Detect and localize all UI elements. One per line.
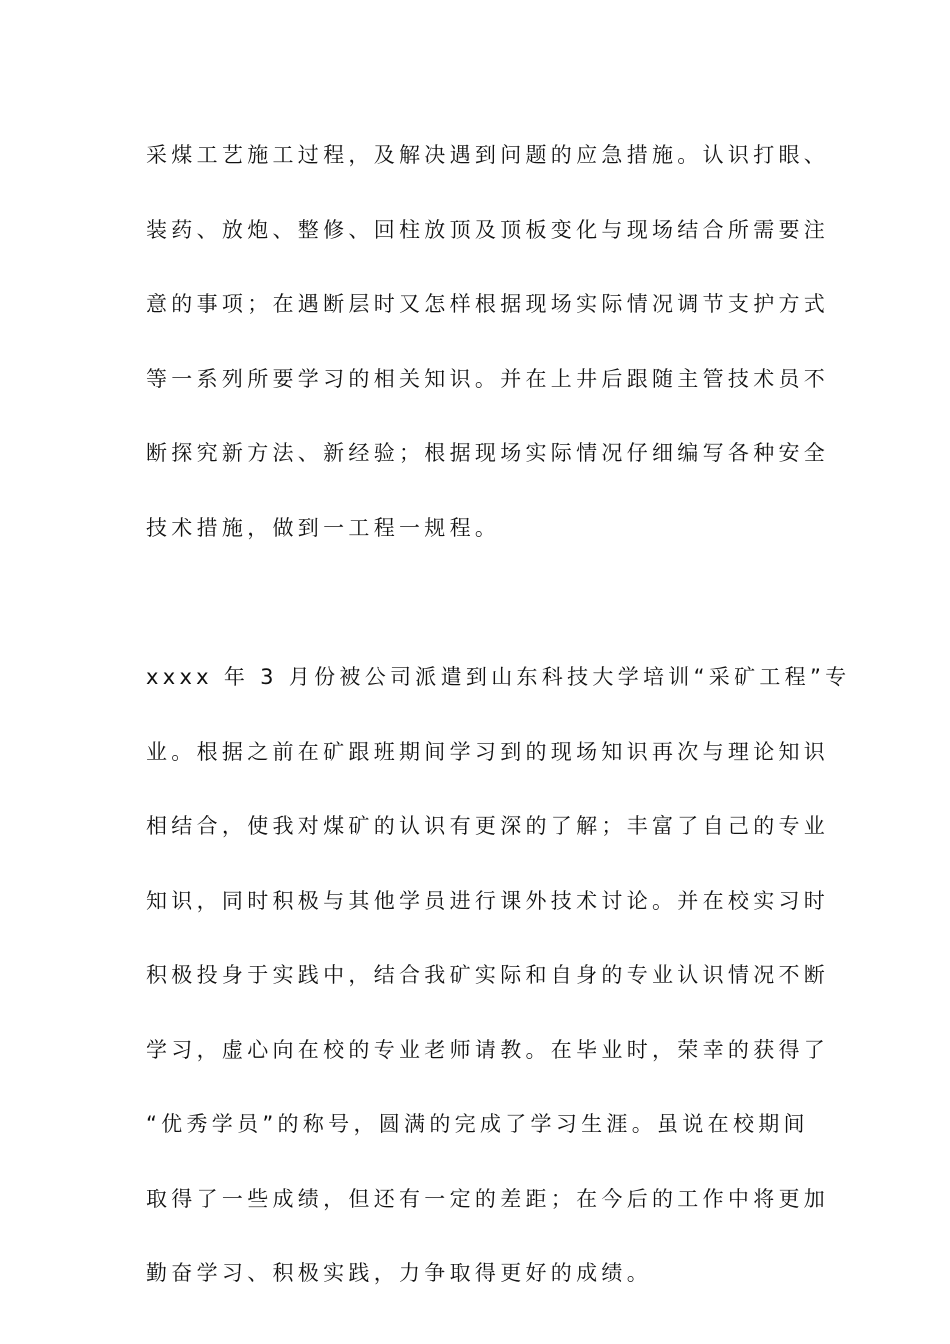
paragraph-1 [146,118,830,565]
paragraph-line: 学习，虚心向在校的专业老师请教。在毕业时，荣幸的获得了 [146,1037,830,1062]
paragraph-line: 相结合，使我对煤矿的认识有更深的了解；丰富了自己的专业 [146,814,830,838]
paragraph-line: 断探究新方法、新经验；根据现场实际情况仔细编写各种安全 [146,441,830,465]
paragraph-line: 等一系列所要学习的相关知识。并在上井后跟随主管技术员不 [146,366,830,391]
paragraph-line: 装药、放炮、整修、回柱放顶及顶板变化与现场结合所需要注 [146,217,830,242]
paragraph-line: 积极投身于实践中，结合我矿实际和自身的专业认识情况不断 [146,963,830,987]
paragraph-line: 业。根据之前在矿跟班期间学习到的现场知识再次与理论知识 [146,739,830,764]
paragraph-line: “优秀学员”的称号，圆满的完成了学习生涯。虽说在校期间 [146,1112,809,1136]
paragraph-line: 采煤工艺施工过程，及解决遇到问题的应急措施。认识打眼、 [146,143,830,167]
paragraph-line: xxxx 年 3 月份被公司派遣到山东科技大学培训“采矿工程”专 [146,665,851,689]
paragraph-line: 意的事项；在遇断层时又怎样根据现场实际情况调节支护方式 [146,292,830,316]
paragraph-line: 知识，同时积极与其他学员进行课外技术讨论。并在校实习时 [146,888,830,913]
paragraph-line: 技术措施，做到一工程一规程。 [146,515,501,540]
paragraph-line: 勤奋学习、积极实践，力争取得更好的成绩。 [146,1261,652,1285]
paragraph-line: 取得了一些成绩，但还有一定的差距；在今后的工作中将更加 [146,1186,830,1211]
paragraph-2 [146,640,851,1311]
